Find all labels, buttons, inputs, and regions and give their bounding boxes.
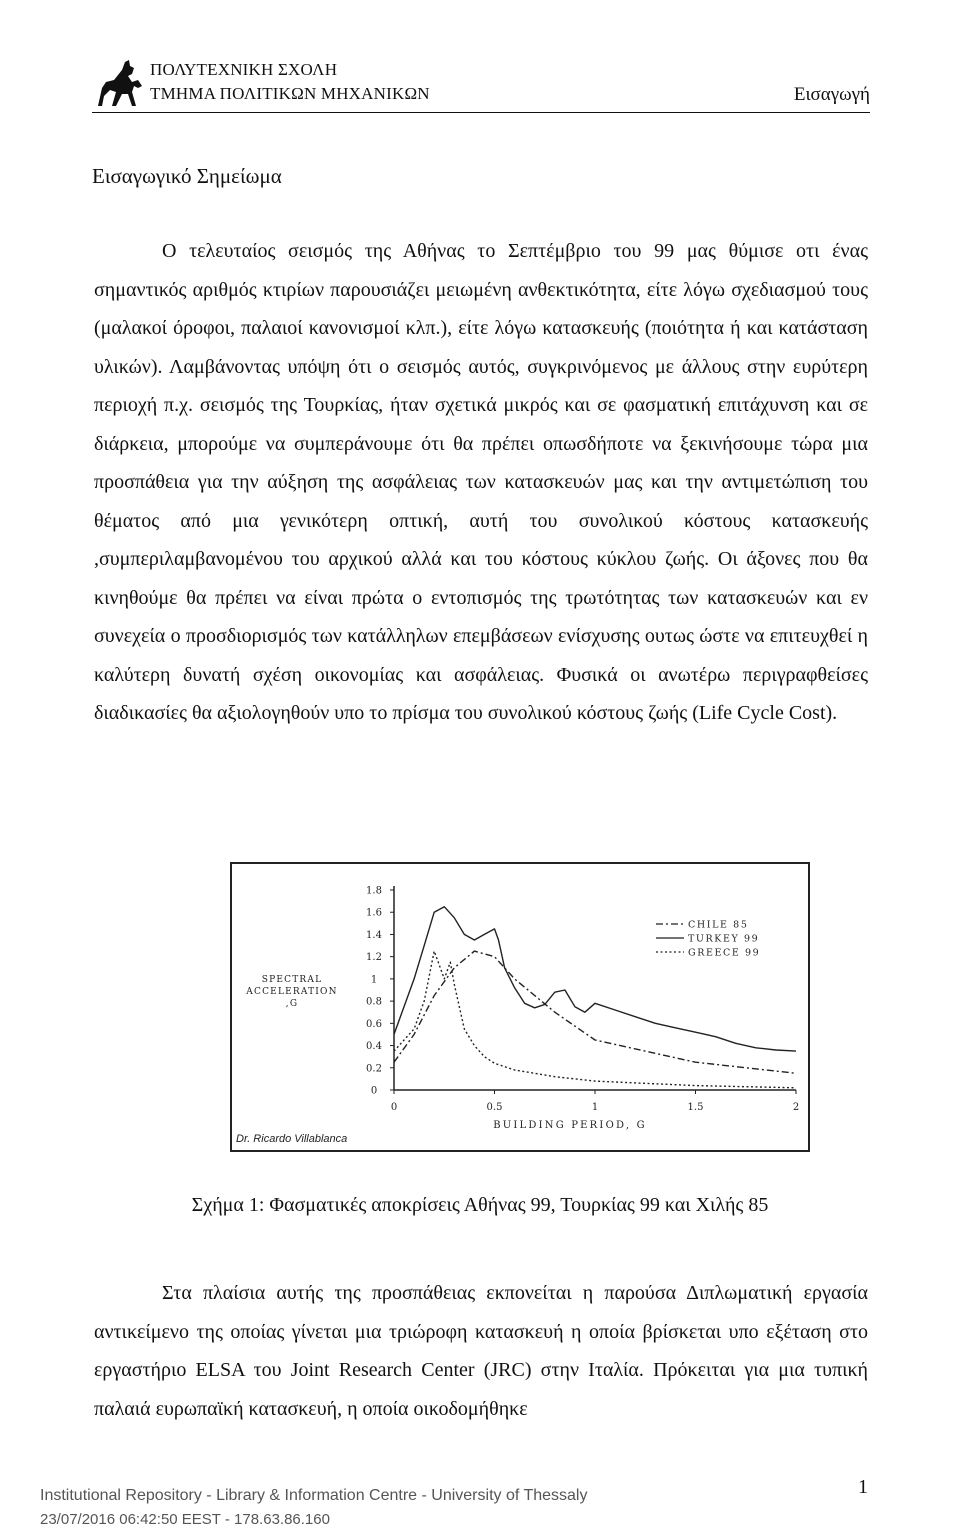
y-tick-label: 0 [370, 1085, 378, 1097]
y-tick-label: 0.2 [366, 1063, 382, 1075]
legend-label: GREECE 99 [688, 947, 761, 959]
y-tick-label: 0.8 [366, 996, 382, 1008]
y-axis-label-line1: SPECTRAL [261, 975, 323, 985]
y-tick-label: 0.6 [366, 1018, 382, 1030]
x-tick-label: 1 [591, 1102, 599, 1113]
x-tick-label: 1.5 [687, 1102, 704, 1113]
chart-axes [394, 886, 796, 1090]
y-tick-labels [366, 886, 394, 1097]
legend-label: CHILE 85 [688, 919, 749, 931]
legend-label: TURKEY 99 [688, 933, 760, 945]
x-axis-label: BUILDING PERIOD, G [493, 1120, 647, 1131]
y-axis-label-line3: ,G [285, 999, 299, 1009]
department-name: ΤΜΗΜΑ ΠΟΛΙΤΙΚΩΝ ΜΗΧΑΝΙΚΩΝ [150, 84, 430, 103]
section-name: Εισαγωγή [793, 84, 870, 105]
y-tick-label: 1.4 [366, 929, 382, 941]
page-header [92, 54, 870, 113]
horse-rider-logo-icon [92, 58, 146, 110]
figure-caption: Σχήμα 1: Φασματικές αποκρίσεις Αθήνας 99, Τουρκίας 99 και Χιλής 85 [191, 1194, 769, 1216]
timestamp-footer: 23/07/2016 06:42:50 EEST - 178.63.86.160 [40, 1511, 330, 1528]
y-tick-label: 1.6 [366, 907, 382, 919]
spectral-response-figure [230, 862, 810, 1152]
second-paragraph: Στα πλαίσια αυτής της προσπάθειας εκπονείται η παρούσα Διπλωματική εργασία αντικείμενο της οποίας γίνεται μια τριώροφη κατασκευή η οποία βρίσκεται υπο εξέταση στο εργαστήριο ELSA του Joint Research Center (JRC) στην Ιταλία. Πρόκειται για μια τυπική παλαιά ευρωπαϊκή κατασκευή, η οποία οικοδομήθηκε [94, 1282, 868, 1420]
y-tick-label: 1.2 [366, 952, 382, 964]
x-tick-label: 2 [792, 1102, 800, 1113]
intro-paragraph: Ο τελευταίος σεισμός της Αθήνας το Σεπτέμβριο του 99 μας θύμισε οτι ένας σημαντικός αριθμός κτιρίων παρουσιάζει μειωμένη ανθεκτικότητα, είτε λόγω σχεδιασμού τους (μαλακοί όροφοι, παλαιοί κανονισμοί κλπ.), είτε λόγω κατασκευής (ποιότητα ή και κατάσταση υλικών). Λαμβάνοντας υπόψη ότι ο σεισμός αυτός, συγκρινόμενος με άλλους στην ευρύτερη περιοχή π.χ. σεισμός της Τουρκίας, ήταν σχετικά μικρός και σε φασματική επιτάχυνση και σε διάρκεια, μπορούμε να συμπεράνουμε ότι θα πρέπει οπωσδήποτε να ξεκινήσουμε τώρα μια προσπάθεια για την αύξηση της ασφάλειας των κατασκευών μας και την αντιμετώπιση του θέματος από μια γενικότερη οπτική, αυτή του συνολικού κόστους κατασκευής ,συμπεριλαμβανομένου του αρχικού αλλά και του κόστους κύκλου ζωής. Οι άξονες που θα κινηθούμε θα πρέπει να είναι πρώτα ο εντοπισμός της τρωτότητας των κατασκευών και εν συνεχεία ο προσδιορισμός των κατάλληλων επεμβάσεων ενίσχυσης ουτως ώστε να επιτευχθεί η καλύτερη δυνατή σχέση οικονομίας και ασφάλειας. Φυσικά οι ανωτέρω περιγραφθείσες διαδικασίες θα αξιολογηθούν υπο το πρίσμα του συνολικού κόστους ζωής (Life Cycle Cost). [94, 240, 868, 724]
chart-credit: Dr. Ricardo Villablanca [236, 1133, 348, 1145]
spectral-response-chart [232, 864, 808, 1150]
series-line-greece-99 [394, 951, 796, 1088]
repository-footer: Institutional Repository - Library & Information Centre - University of Thessaly [40, 1487, 588, 1504]
y-axis-label-line2: ACCELERATION [246, 987, 338, 997]
series-line-chile-85 [394, 951, 796, 1073]
y-tick-label: 1.8 [366, 885, 382, 897]
x-tick-label: 0.5 [486, 1102, 503, 1113]
school-name: ΠΟΛΥΤΕΧΝΙΚΗ ΣΧΟΛΗ [150, 60, 338, 79]
chart-legend [656, 920, 760, 959]
y-tick-label: 0.4 [366, 1041, 382, 1053]
x-tick-labels [391, 1090, 799, 1113]
page-number: 1 [858, 1476, 868, 1498]
section-title: Εισαγωγικό Σημείωμα [92, 164, 282, 188]
x-tick-label: 0 [390, 1102, 398, 1113]
y-tick-label: 1 [370, 974, 378, 986]
